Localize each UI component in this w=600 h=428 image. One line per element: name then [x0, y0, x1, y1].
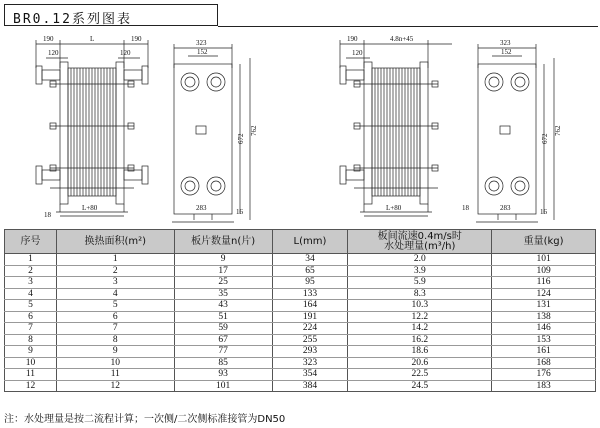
table-cell: 9 [5, 346, 57, 358]
dim-right-4.8n45: 4.8n+45 [390, 35, 414, 43]
table-cell: 2.0 [348, 254, 492, 266]
table-cell: 9 [56, 346, 174, 358]
table-row [5, 265, 596, 277]
table-row [5, 369, 596, 381]
header-index: 序号 [5, 230, 57, 254]
table-cell: 3 [56, 277, 174, 289]
dim-left-152: 152 [197, 48, 208, 56]
table-cell: 116 [492, 277, 596, 289]
table-cell: 9 [174, 254, 272, 266]
table-cell: 138 [492, 311, 596, 323]
table-row [5, 323, 596, 335]
table-cell: 20.6 [348, 357, 492, 369]
table-cell: 85 [174, 357, 272, 369]
table-cell: 43 [174, 300, 272, 312]
header-flow-line2: 水处理量(m³/h) [384, 240, 456, 252]
table-row [5, 380, 596, 392]
right-side-view [340, 40, 452, 216]
table-cell: 35 [174, 288, 272, 300]
table-cell: 10 [5, 357, 57, 369]
header-plates: 板片数量n(片) [174, 230, 272, 254]
table-cell: 11 [56, 369, 174, 381]
table-cell: 14.2 [348, 323, 492, 335]
title-underline [218, 26, 598, 27]
title-box [4, 4, 218, 26]
table-cell: 354 [272, 369, 348, 381]
table-cell: 323 [272, 357, 348, 369]
dim-right-283: 283 [500, 204, 511, 212]
table-cell: 12.2 [348, 311, 492, 323]
table-cell: 12 [5, 380, 57, 392]
table-cell: 25 [174, 277, 272, 289]
table-cell: 3.9 [348, 265, 492, 277]
right-front-view [476, 44, 554, 222]
table-cell: 18.6 [348, 346, 492, 358]
dim-left-16: 16 [236, 208, 243, 216]
table-cell: 8 [5, 334, 57, 346]
dim-left-190b: 190 [131, 35, 142, 43]
table-row [5, 288, 596, 300]
table-cell: 101 [174, 380, 272, 392]
table-body [5, 254, 596, 392]
table-cell: 7 [5, 323, 57, 335]
table-row [5, 346, 596, 358]
table-cell: 293 [272, 346, 348, 358]
table-cell: 255 [272, 334, 348, 346]
dim-left-Lplus80: L+80 [82, 204, 98, 212]
table-cell: 77 [174, 346, 272, 358]
table-cell: 191 [272, 311, 348, 323]
table-cell: 146 [492, 323, 596, 335]
table-cell: 4 [56, 288, 174, 300]
table-cell: 4 [5, 288, 57, 300]
table-cell: 93 [174, 369, 272, 381]
table-cell: 124 [492, 288, 596, 300]
header-flow [348, 230, 492, 254]
table-cell: 17 [174, 265, 272, 277]
dim-left-323: 323 [196, 39, 207, 47]
dim-left-18: 18 [44, 211, 51, 219]
table-cell: 101 [492, 254, 596, 266]
header-area: 换热面积(m²) [56, 230, 174, 254]
table-cell: 65 [272, 265, 348, 277]
left-front-view [172, 44, 250, 222]
table-cell: 59 [174, 323, 272, 335]
table-cell: 5 [5, 300, 57, 312]
table-cell: 34 [272, 254, 348, 266]
dim-left-672: 672 [237, 133, 245, 144]
table-cell: 5.9 [348, 277, 492, 289]
dim-right-152: 152 [501, 48, 512, 56]
table-row [5, 277, 596, 289]
table-cell: 161 [492, 346, 596, 358]
table-cell: 95 [272, 277, 348, 289]
table-row [5, 311, 596, 323]
table-cell: 67 [174, 334, 272, 346]
table-cell: 109 [492, 265, 596, 277]
dim-left-120b: 120 [120, 49, 131, 57]
table-cell: 12 [56, 380, 174, 392]
page-title: BR0.12系列图表 [13, 12, 132, 27]
table-cell: 224 [272, 323, 348, 335]
table-header-row [5, 230, 596, 254]
table-cell: 10.3 [348, 300, 492, 312]
table-cell: 11 [5, 369, 57, 381]
table-cell: 164 [272, 300, 348, 312]
technical-drawings [0, 28, 600, 228]
dim-right-672: 672 [541, 133, 549, 144]
dim-right-190: 190 [347, 35, 358, 43]
dim-right-Lplus80: L+80 [386, 204, 402, 212]
header-weight: 重量(kg) [492, 230, 596, 254]
table-row [5, 254, 596, 266]
table-cell: 131 [492, 300, 596, 312]
table-cell: 183 [492, 380, 596, 392]
table-cell: 51 [174, 311, 272, 323]
drawings-svg [0, 28, 600, 228]
table-cell: 133 [272, 288, 348, 300]
spec-table [4, 229, 596, 392]
dim-left-762: 762 [250, 125, 258, 136]
table-row [5, 300, 596, 312]
dim-right-762: 762 [554, 125, 562, 136]
table-cell: 8 [56, 334, 174, 346]
table-cell: 2 [5, 265, 57, 277]
dim-right-323: 323 [500, 39, 511, 47]
table-cell: 2 [56, 265, 174, 277]
table-cell: 16.2 [348, 334, 492, 346]
table-cell: 6 [5, 311, 57, 323]
table-cell: 10 [56, 357, 174, 369]
table-cell: 384 [272, 380, 348, 392]
table-row [5, 357, 596, 369]
table-cell: 1 [56, 254, 174, 266]
dim-right-18: 18 [462, 204, 469, 212]
table-cell: 6 [56, 311, 174, 323]
table-cell: 3 [5, 277, 57, 289]
table-cell: 22.5 [348, 369, 492, 381]
left-side-view [36, 40, 148, 216]
table-cell: 24.5 [348, 380, 492, 392]
table-row [5, 334, 596, 346]
table-cell: 1 [5, 254, 57, 266]
table-cell: 7 [56, 323, 174, 335]
dim-left-190a: 190 [43, 35, 54, 43]
dim-left-283: 283 [196, 204, 207, 212]
header-flow-line1: 板间流速0.4m/s时 [377, 230, 462, 242]
dim-left-120a: 120 [48, 49, 59, 57]
table-cell: 176 [492, 369, 596, 381]
dim-right-120: 120 [352, 49, 363, 57]
header-length: L(mm) [272, 230, 348, 254]
dim-right-16: 16 [540, 208, 547, 216]
dim-left-L: L [90, 35, 95, 43]
footnote: 注：水处理量是按二流程计算；一次侧/二次侧标准接管为DN50 [4, 414, 286, 425]
table-cell: 5 [56, 300, 174, 312]
table-cell: 153 [492, 334, 596, 346]
table-cell: 8.3 [348, 288, 492, 300]
table-cell: 168 [492, 357, 596, 369]
